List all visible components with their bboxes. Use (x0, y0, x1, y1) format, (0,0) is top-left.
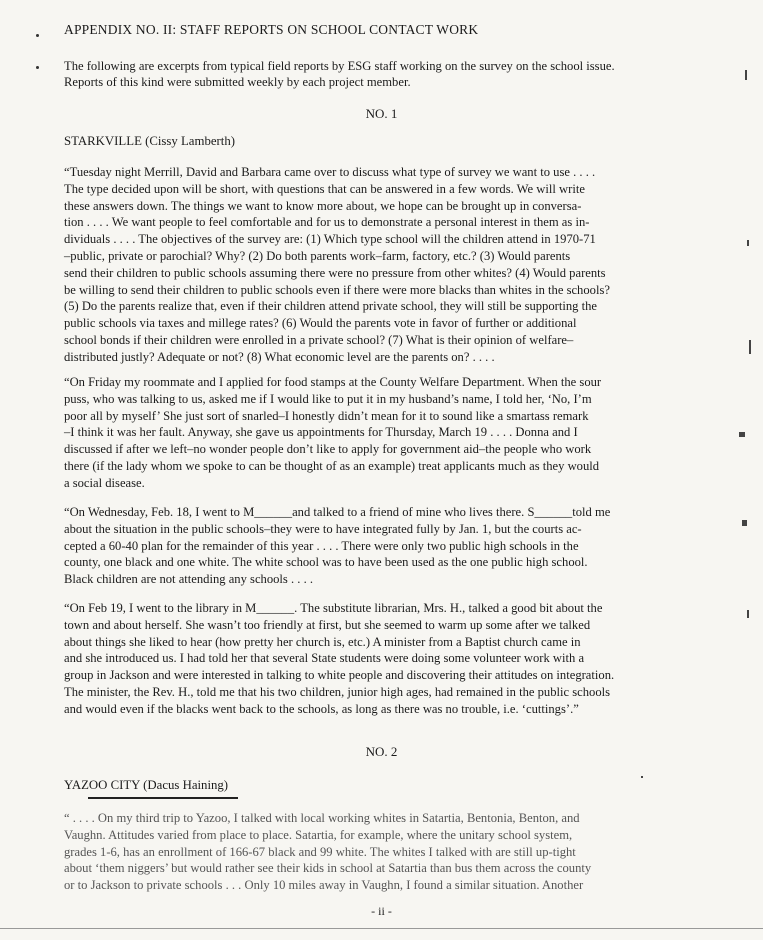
paragraph-line: and would even if the blacks went back to the schools, as long as there was no trouble, i.e. ‘cuttings’.” (64, 701, 579, 716)
paragraph-line: Black children are not attending any schools . . . . (64, 572, 314, 587)
paragraph-line: be willing to send their children to public schools even if there were more blacks than whites in the schools? (64, 282, 610, 297)
paragraph-line: public schools via taxes and millege rates? (6) Would the parents vote in favor of further or additional (64, 316, 577, 331)
margin-bullet-mark (36, 34, 39, 37)
report-paragraph (64, 810, 714, 894)
intro-line: The following are excerpts from typical field reports by ESG staff working on the survey on the school issue. (64, 59, 615, 73)
paragraph-line: discussed if after we left–no wonder people don’t like to apply for government aid–the people who work (64, 442, 592, 457)
paragraph-line: send their children to public schools assuming there were no pressure from other whites? (4) Would parents (64, 265, 606, 280)
paragraph-line: school bonds if their children were enrolled in a private school? (7) What is their opinion of welfare– (64, 332, 574, 347)
paragraph-line: “Tuesday night Merrill, David and Barbara came over to discuss what type of survey we want to use . . . . (64, 165, 596, 179)
paragraph-line: dividuals . . . . The objectives of the survey are: (1) Which type school will the children attend in 1970-71 (64, 232, 596, 247)
handwritten-underline (88, 797, 238, 799)
section-location-label: YAZOO CITY (Dacus Haining) (64, 778, 229, 792)
page-number: - ii - (371, 904, 392, 918)
paragraph-line: tion . . . . We want people to feel comfortable and for us to demonstrate a personal interest in them as in- (64, 215, 590, 230)
paragraph-line: town and about herself. She wasn’t too friendly at first, but she seemed to warm up some after we talked (64, 617, 591, 632)
report-paragraph (64, 374, 714, 492)
paragraph-line: “On Feb 19, I went to the library in M______. The substitute librarian, Mrs. H., talked a good bit about the (64, 601, 603, 615)
paragraph-line: The type decided upon will be short, with questions that can be answered in a few words. We will write (64, 181, 585, 196)
paragraph-line: “On Wednesday, Feb. 18, I went to M______and talked to a friend of mine who lives there. S______told me (64, 505, 611, 519)
paragraph-line: these answers down. The things we want to know more about, we hope can be brought up in conversa- (64, 198, 582, 213)
section-number: NO. 1 (365, 106, 398, 121)
appendix-heading: APPENDIX NO. II: STAFF REPORTS ON SCHOOL CONTACT WORK (64, 22, 479, 37)
paragraph-line: and she introduced us. I had told her that several State students were doing some volunteer work with a (64, 651, 585, 666)
paragraph-line: a social disease. (64, 475, 145, 490)
paragraph-line: there (if the lady whom we spoke to can be thought of as an example) treat applicants much as they would (64, 458, 600, 473)
paragraph-line: “On Friday my roommate and I applied for food stamps at the County Welfare Department. When the sour (64, 375, 602, 389)
paragraph-line: grades 1-6, has an enrollment of 166-67 black and 99 white. The whites I talked with are still up-tight (64, 844, 576, 859)
intro-paragraph (64, 58, 714, 90)
paragraph-line: “ . . . . On my third trip to Yazoo, I talked with local working whites in Satartia, Bentonia, Benton, and (64, 811, 580, 825)
paragraph-line: poor all by myself’ She just sort of snarled–I honestly didn’t mean for it to sound like a smartass remark (64, 408, 589, 423)
paragraph-line: puss, who was talking to us, asked me if I would like to put it in my husband’s name, I told her, ‘No, I’m (64, 391, 592, 406)
paragraph-line: about things she liked to hear (how pretty her church is, etc.) A minister from a Baptist church came in (64, 634, 581, 649)
paragraph-line: –I think it was her fault. Anyway, she gave us appointments for Thursday, March 19 . . . . Donna and I (64, 425, 578, 440)
paragraph-line: The minister, the Rev. H., told me that his two children, junior high ages, had remained in the public schools (64, 684, 611, 699)
paragraph-line: cepted a 60-40 plan for the remainder of this year . . . . There were only two public high schools in the (64, 538, 579, 553)
report-paragraph (64, 600, 714, 718)
paragraph-line: group in Jackson and were interested in talking to white people and discovering their attitudes on integration. (64, 668, 615, 683)
section-location-label: STARKVILLE (Cissy Lamberth) (64, 134, 235, 148)
paragraph-line: (5) Do the parents realize that, even if their children attend private school, they will still be supporting the (64, 299, 597, 314)
page-bottom-edge (0, 928, 763, 929)
section-number: NO. 2 (365, 744, 398, 759)
paragraph-line: county, one black and one white. The white school was to have been used as the one public high school. (64, 555, 588, 570)
paragraph-line: or to Jackson to private schools . . . Only 10 miles away in Vaughn, I found a similar situation. Another (64, 878, 584, 893)
paragraph-line: –public, private or parochial? Why? (2) Do both parents work–farm, factory, etc.? (3) Would parents (64, 248, 571, 263)
paragraph-line: about the situation in the public schools–they were to have integrated fully by Jan. 1, but the courts ac- (64, 521, 582, 536)
report-paragraph (64, 164, 714, 366)
paragraph-line: about ‘them niggers’ but would rather see their kids in school at Satartia than bus them across the county (64, 861, 592, 876)
intro-line: Reports of this kind were submitted weekly by each project member. (64, 75, 411, 89)
margin-bullet-mark (36, 66, 39, 69)
report-paragraph (64, 504, 714, 588)
paragraph-line: Vaughn. Attitudes varied from place to place. Satartia, for example, where the unitary school system, (64, 827, 573, 842)
paragraph-line: distributed justly? Adequate or not? (8) What economic level are the parents on? . . . . (64, 349, 495, 364)
